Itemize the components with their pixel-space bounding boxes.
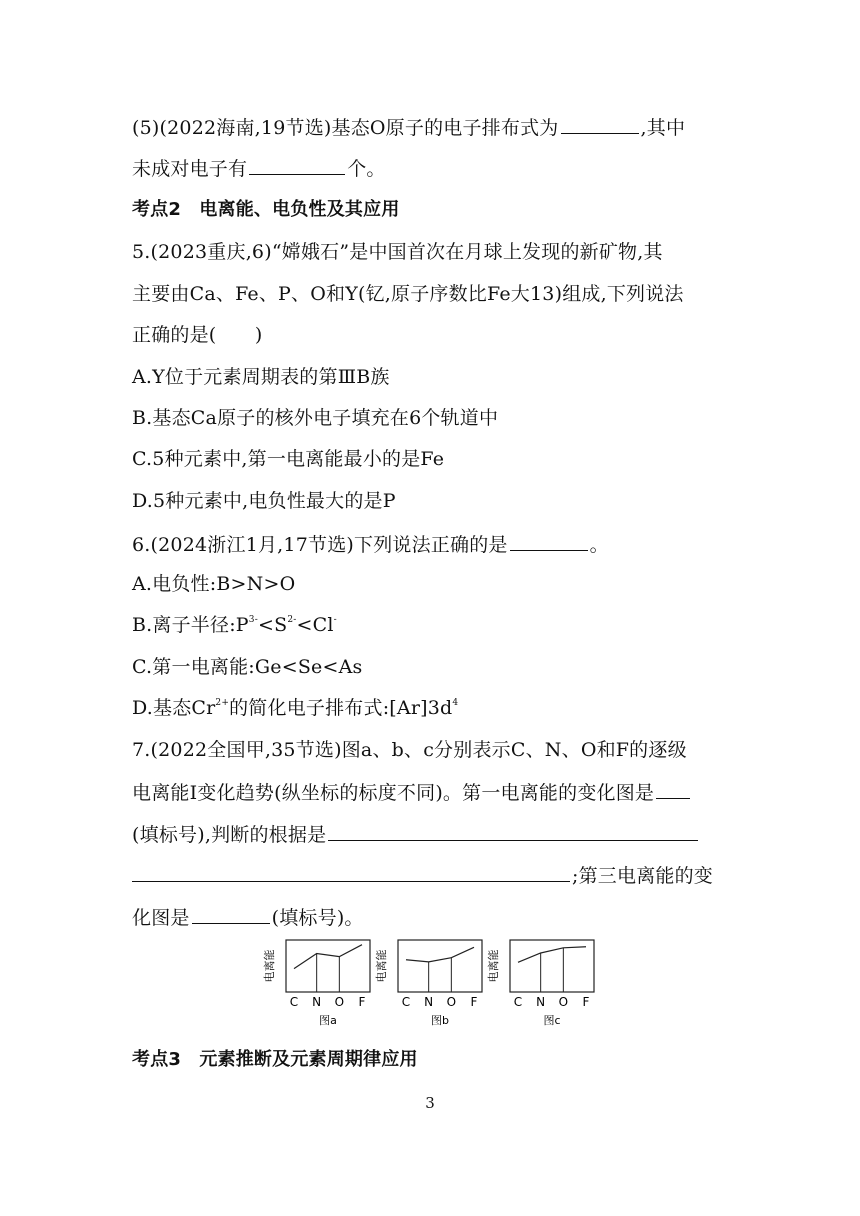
q4-part5-line1 <box>132 114 685 140</box>
q6-option-a: A.电负性:B>N>O <box>132 573 296 595</box>
panel-label: 图c <box>543 1014 561 1027</box>
y-axis-label: 电离能 <box>487 949 500 983</box>
q5-option-b: B.基态Ca原子的核外电子填充在6个轨道中 <box>132 407 499 429</box>
q7-stem-line4 <box>132 862 713 888</box>
x-tick-label: F <box>582 995 590 1009</box>
q5-option-d: D.5种元素中,电负性最大的是P <box>132 490 396 512</box>
q7-stem-text: (填标号),判断的根据是 <box>132 824 327 846</box>
q6-option-d-text: D.基态Cr <box>132 697 216 719</box>
q7-stem-line2 <box>132 779 692 805</box>
q7-stem-line5 <box>132 904 364 930</box>
q7-stem-text: ;第三电离能的变 <box>572 865 714 887</box>
q6-option-b-text: <Cl <box>296 614 334 636</box>
q4-part5-text: 未成对电子有 <box>132 158 248 180</box>
q6-option-c: C.第一电离能:Ge<Se<As <box>132 656 363 678</box>
section-heading-3: 考点3 元素推断及元素周期律应用 <box>132 1049 418 1070</box>
superscript: 4 <box>452 698 459 708</box>
series-line <box>294 945 362 969</box>
q6-option-b <box>132 613 337 637</box>
answer-blank[interactable] <box>328 821 698 841</box>
q5-stem-line2: 主要由Ca、Fe、P、O和Y(钇,原子序数比Fe大13)组成,下列说法 <box>132 283 684 305</box>
section-heading-2: 考点2 电离能、电负性及其应用 <box>132 199 400 220</box>
answer-blank[interactable] <box>561 114 639 134</box>
q4-part5-text-end: ,其中 <box>640 117 686 139</box>
panel-label: 图a <box>319 1014 337 1027</box>
q6-option-b-text: <S <box>257 614 288 636</box>
superscript: 3- <box>248 615 258 625</box>
plot-frame <box>510 940 594 992</box>
series-line <box>518 947 586 963</box>
q5-option-c: C.5种元素中,第一电离能最小的是Fe <box>132 448 445 470</box>
answer-blank[interactable] <box>192 904 270 924</box>
q6-stem-end: 。 <box>589 534 609 556</box>
q6-stem-text: 6.(2024浙江1月,17节选)下列说法正确的是 <box>132 534 508 556</box>
x-tick-label: N <box>536 995 546 1009</box>
q4-part5-line2 <box>132 155 386 181</box>
figure-panel <box>486 940 594 1027</box>
q5-stem-line1: 5.(2023重庆,6)“嫦娥石”是中国首次在月球上发现的新矿物,其 <box>132 241 663 263</box>
q7-stem-text: 化图是 <box>132 907 190 929</box>
plot-frame <box>398 940 482 992</box>
x-tick-label: F <box>470 995 478 1009</box>
panel-label: 图b <box>431 1014 449 1027</box>
x-tick-label: C <box>401 995 411 1009</box>
ionization-energy-figures <box>262 936 602 1040</box>
q6-option-d <box>132 696 458 720</box>
answer-blank[interactable] <box>510 531 588 551</box>
q4-part5-text-end: 个。 <box>347 158 386 180</box>
q6-option-b-text: B.离子半径:P <box>132 614 249 636</box>
answer-blank[interactable] <box>132 862 570 882</box>
x-tick-label: F <box>358 995 366 1009</box>
figure-panel <box>262 940 370 1027</box>
x-tick-label: C <box>289 995 299 1009</box>
superscript: 2+ <box>215 698 230 708</box>
q7-stem-line1: 7.(2022全国甲,35节选)图a、b、c分别表示C、N、O和F的逐级 <box>132 739 687 761</box>
x-tick-label: O <box>446 995 457 1009</box>
q4-part5-text: (5)(2022海南,19节选)基态O原子的电子排布式为 <box>132 117 559 139</box>
superscript: - <box>333 615 337 625</box>
x-tick-label: N <box>312 995 322 1009</box>
x-tick-label: O <box>334 995 345 1009</box>
x-tick-label: O <box>558 995 569 1009</box>
q6-option-d-text: 的简化电子排布式:[Ar]3d <box>229 697 453 719</box>
superscript: 2- <box>287 615 297 625</box>
y-axis-label: 电离能 <box>375 949 388 983</box>
figure-panel <box>374 940 482 1027</box>
q5-stem-line3: 正确的是( ) <box>132 324 263 346</box>
q7-stem-text: (填标号)。 <box>271 907 364 929</box>
q5-option-a: A.Y位于元素周期表的第ⅢB族 <box>132 366 390 388</box>
answer-blank[interactable] <box>249 155 345 175</box>
x-tick-label: C <box>513 995 523 1009</box>
q7-stem-text: 电离能I变化趋势(纵坐标的标度不同)。第一电离能的变化图是 <box>132 782 655 804</box>
series-line <box>406 947 474 962</box>
q7-stem-line3 <box>132 821 700 847</box>
answer-blank[interactable] <box>656 779 690 799</box>
q6-stem <box>132 531 609 557</box>
ionization-energy-figures-svg <box>262 936 602 1036</box>
y-axis-label: 电离能 <box>263 949 276 983</box>
page-number: 3 <box>425 1094 435 1112</box>
x-tick-label: N <box>424 995 434 1009</box>
